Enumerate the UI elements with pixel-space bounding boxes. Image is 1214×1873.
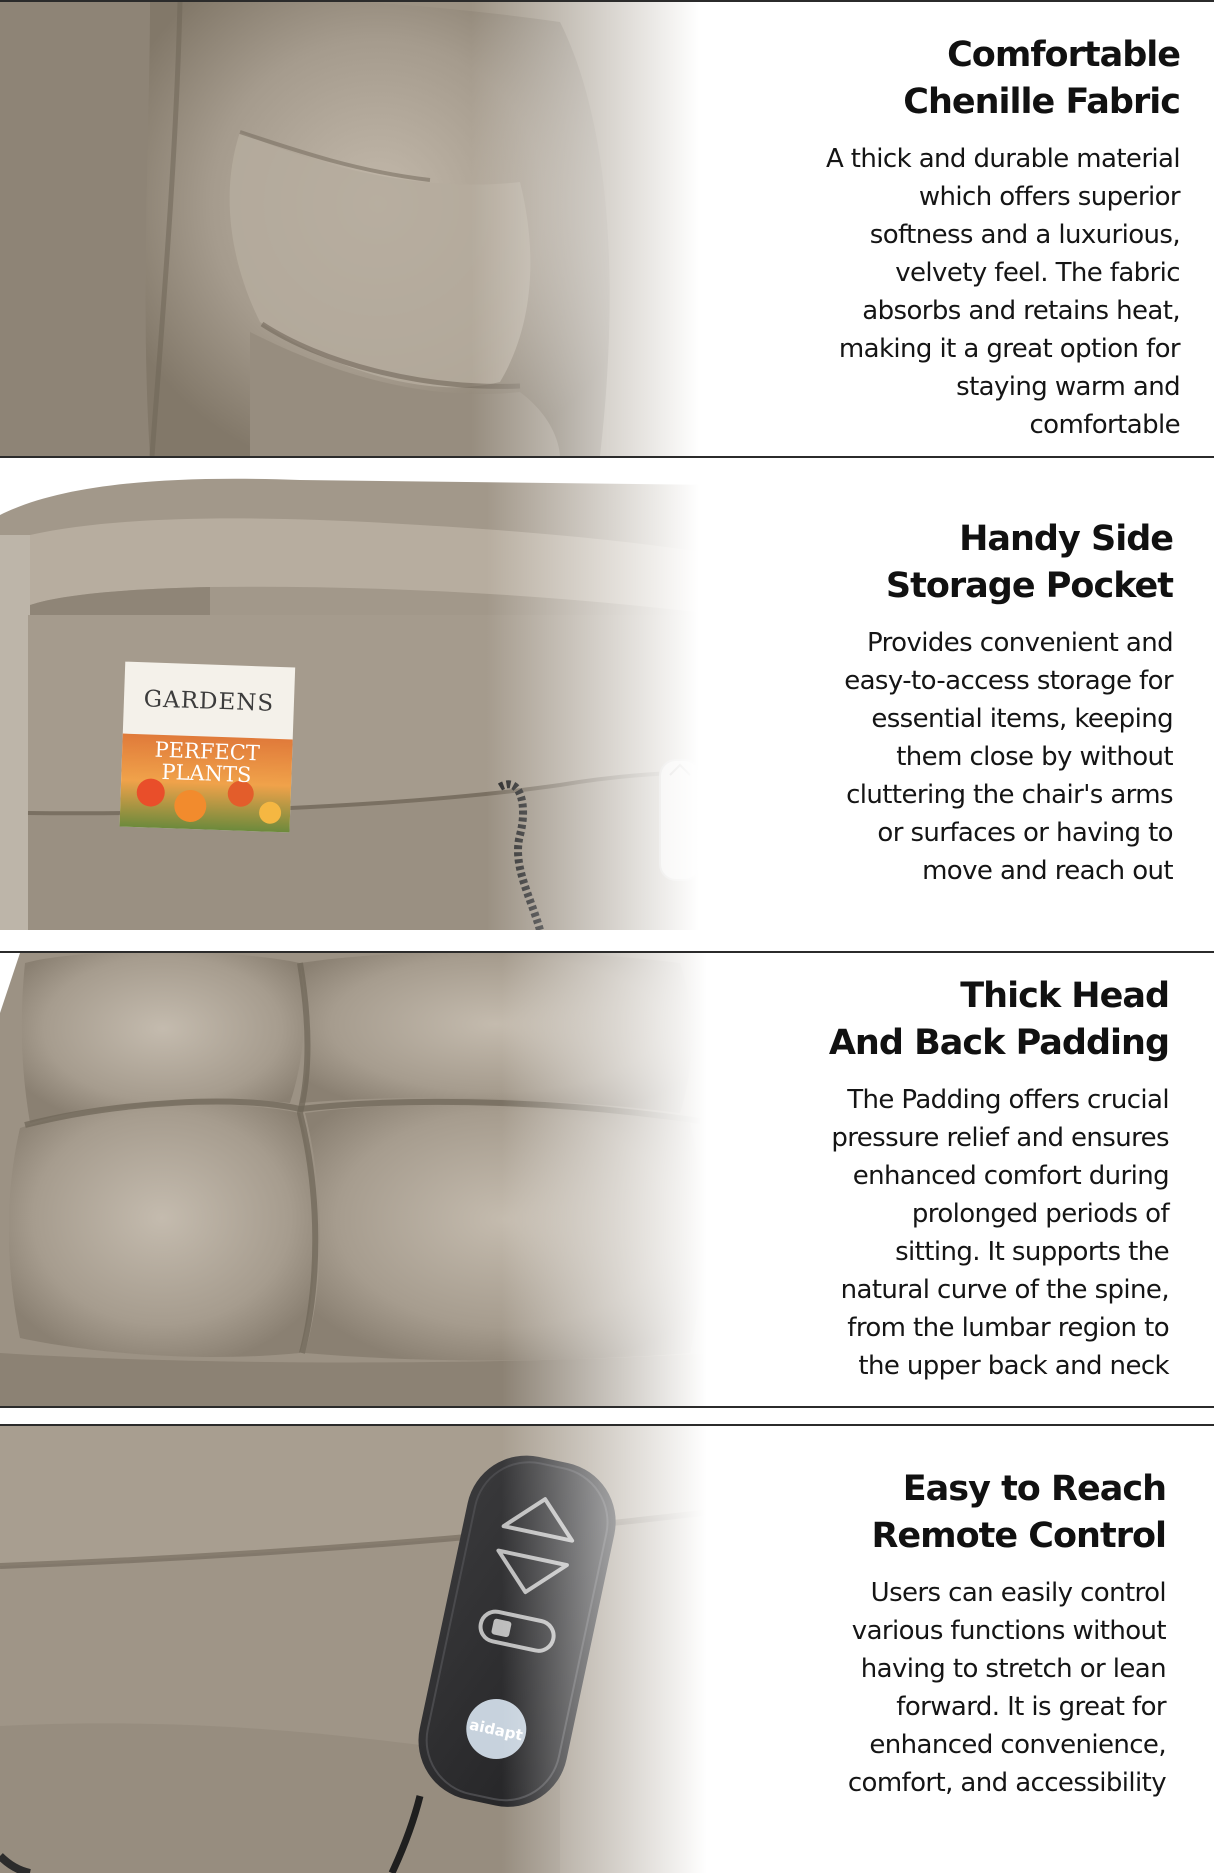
title-line: Easy to Reach [902, 1469, 1166, 1509]
padding-photo [0, 953, 760, 1406]
storage-pocket-photo [0, 475, 760, 930]
body-line: softness and a luxurious, [869, 220, 1180, 250]
body-line: cluttering the chair's arms [846, 780, 1173, 810]
body-line: prolonged periods of [911, 1199, 1169, 1229]
title-line: Remote Control [871, 1516, 1166, 1556]
storage-pocket-copy [694, 516, 1214, 890]
feature-title [694, 516, 1173, 610]
feature-panel-fabric [0, 2, 1214, 456]
body-line: Users can easily control [870, 1578, 1166, 1608]
body-line: enhanced comfort during [852, 1161, 1169, 1191]
feature-description [694, 1574, 1166, 1802]
body-line: the upper back and neck [858, 1351, 1169, 1381]
remote-copy [694, 1466, 1214, 1802]
remote-photo [0, 1426, 760, 1873]
body-line: or surfaces or having to [877, 818, 1173, 848]
body-line: comfort, and accessibility [847, 1768, 1166, 1798]
body-line: them close by without [896, 742, 1173, 772]
feature-title [694, 1466, 1166, 1560]
body-line: comfortable [1029, 410, 1180, 440]
body-line: natural curve of the spine, [840, 1275, 1169, 1305]
feature-panel-padding [0, 953, 1214, 1406]
feature-description [694, 1081, 1169, 1385]
body-line: pressure relief and ensures [831, 1123, 1169, 1153]
feature-panel-storage-pocket [0, 475, 1214, 930]
body-line: which offers superior [918, 182, 1180, 212]
section-divider [0, 456, 1214, 458]
body-line: velvety feel. The fabric [895, 258, 1180, 288]
body-line: from the lumbar region to [847, 1313, 1169, 1343]
feature-title [694, 32, 1180, 126]
title-line: Storage Pocket [885, 566, 1173, 606]
body-line: absorbs and retains heat, [862, 296, 1180, 326]
body-line: essential items, keeping [871, 704, 1173, 734]
title-line: Handy Side [959, 519, 1173, 559]
body-line: The Padding offers crucial [847, 1085, 1169, 1115]
fabric-copy [694, 32, 1214, 444]
title-line: Thick Head [960, 976, 1169, 1016]
body-line: sitting. It supports the [895, 1237, 1169, 1267]
body-line: forward. It is great for [896, 1692, 1166, 1722]
title-line: Comfortable [947, 35, 1180, 75]
body-line: making it a great option for [838, 334, 1180, 364]
body-line: enhanced convenience, [869, 1730, 1166, 1760]
title-line: Chenille Fabric [903, 82, 1180, 122]
fabric-photo [0, 2, 760, 456]
body-line: staying warm and [956, 372, 1180, 402]
body-line: various functions without [851, 1616, 1166, 1646]
body-line: Provides convenient and [867, 628, 1173, 658]
body-line: having to stretch or lean [860, 1654, 1166, 1684]
feature-description [694, 140, 1180, 444]
padding-copy [694, 973, 1214, 1385]
feature-panel-remote [0, 1426, 1214, 1873]
feature-title [694, 973, 1169, 1067]
feature-description [694, 624, 1173, 890]
body-line: A thick and durable material [825, 144, 1180, 174]
title-line: And Back Padding [828, 1023, 1169, 1063]
body-line: move and reach out [922, 856, 1173, 886]
section-divider [0, 1406, 1214, 1408]
body-line: easy-to-access storage for [844, 666, 1173, 696]
